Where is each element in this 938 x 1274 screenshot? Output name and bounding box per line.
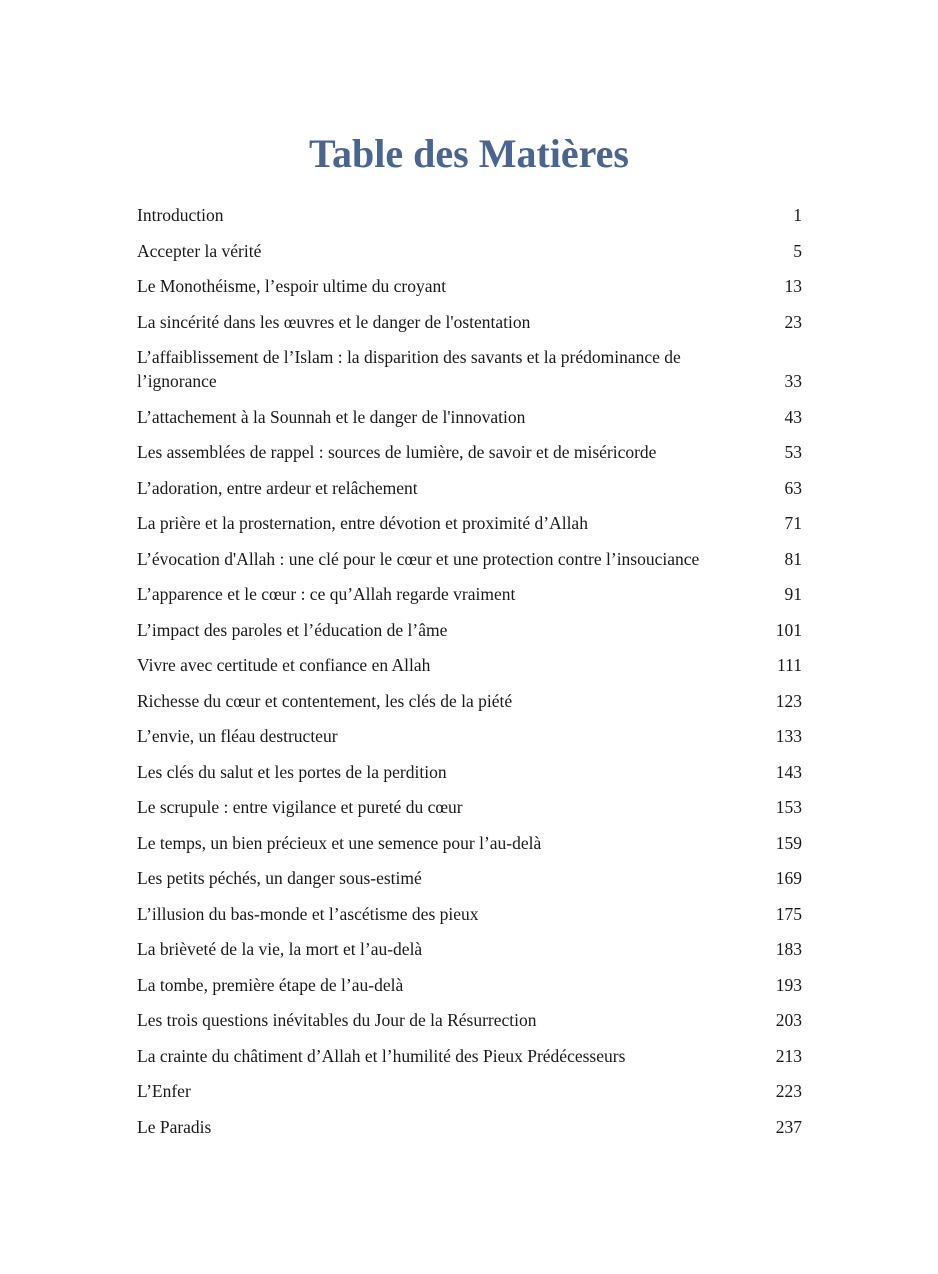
toc-entry-page-number: 5 [793,240,802,261]
toc-entry-title: Le Monothéisme, l’espoir ultime du croyant [137,276,447,296]
toc-entry [137,310,802,334]
toc-entry-title: La tombe, première étape de l’au-delà [137,974,404,995]
toc-entry-page-number: 81 [784,548,802,569]
toc-entry [137,1008,802,1032]
toc-entry [137,203,802,227]
toc-entry-title: Vivre avec certitude et confiance en Allah [137,655,431,675]
toc-entry-title: Le Paradis [137,1116,212,1137]
toc-entry-title: Les clés du salut et les portes de la perdition [137,761,447,782]
toc-entry-title: L’illusion du bas-monde et l’ascétisme des pieux [137,903,479,924]
toc-entry [137,476,802,500]
toc-entry-page-number: 33 [784,371,802,391]
toc-entry [137,1079,802,1103]
toc-entry [137,973,802,997]
toc-entry-title: Richesse du cœur et contentement, les clés de la piété [137,690,513,711]
toc-entry-page-number: 91 [784,584,802,604]
toc-entry-title: L’attachement à la Sounnah et le danger de l'innovation [137,406,526,427]
toc-entry [137,405,802,429]
toc-entry-title: La sincérité dans les œuvres et le danger de l'ostentation [137,311,531,332]
toc-entry-title: Les assemblées de rappel : sources de lumière, de savoir et de miséricorde [137,442,657,462]
toc-entry-title: L’impact des paroles et l’éducation de l’âme [137,619,448,640]
toc-entry-page-number: 183 [775,939,802,959]
toc-entry [137,511,802,535]
toc-entry [137,1115,802,1139]
toc-entry-title: La brièveté de la vie, la mort et l’au-delà [137,939,423,959]
toc-entry-title: L’apparence et le cœur : ce qu’Allah regarde vraiment [137,584,516,604]
toc-entry [137,937,802,961]
toc-entry-title: L’adoration, entre ardeur et relâchement [137,477,418,498]
toc-entry [137,345,802,393]
toc-entry-title: L’Enfer [137,1081,191,1101]
toc-entry-title: Le scrupule : entre vigilance et pureté du cœur [137,797,463,817]
toc-entry-title: L’envie, un fléau destructeur [137,726,338,746]
toc-entry-page-number: 223 [775,1081,802,1101]
toc-entry-page-number: 53 [784,442,802,462]
toc-entry-page-number: 43 [784,406,802,427]
toc-entry-title: La prière et la prosternation, entre dévotion et proximité d’Allah [137,513,588,533]
toc-entry-title: Les trois questions inévitables du Jour de la Résurrection [137,1010,537,1030]
toc-entry-page-number: 1 [793,205,802,225]
toc-entry [137,547,802,571]
table-of-contents [137,203,802,1150]
toc-entry-page-number: 153 [775,797,802,817]
toc-entry [137,582,802,606]
toc-entry [137,653,802,677]
toc-entry-page-number: 169 [775,868,802,888]
toc-entry-title: Les petits péchés, un danger sous-estimé [137,868,422,888]
toc-entry-page-number: 159 [775,832,802,853]
toc-entry-page-number: 63 [784,477,802,498]
toc-entry [137,760,802,784]
toc-entry-title: Introduction [137,205,224,225]
toc-entry-title: La crainte du châtiment d’Allah et l’humilité des Pieux Prédécesseurs [137,1045,626,1066]
toc-entry [137,689,802,713]
toc-entry [137,866,802,890]
toc-entry-page-number: 71 [784,513,802,533]
toc-entry-page-number: 193 [775,974,802,995]
toc-entry-page-number: 101 [775,619,802,640]
toc-entry [137,902,802,926]
toc-entry-page-number: 203 [775,1010,802,1030]
toc-entry-page-number: 237 [775,1116,802,1137]
toc-entry-title: Accepter la vérité [137,240,262,261]
toc-entry-title: L’affaiblissement de l’Islam : la disparition des savants et la prédominance de l’ignorance [137,347,681,391]
toc-entry-page-number: 123 [775,690,802,711]
toc-entry-title: Le temps, un bien précieux et une semence pour l’au-delà [137,832,542,853]
toc-entry [137,618,802,642]
toc-entry-page-number: 111 [777,655,802,675]
toc-entry-page-number: 175 [775,903,802,924]
toc-entry-title: L’évocation d'Allah : une clé pour le cœur et une protection contre l’insouciance [137,548,700,569]
toc-entry-page-number: 213 [775,1045,802,1066]
toc-entry [137,724,802,748]
toc-entry [137,440,802,464]
toc-entry [137,795,802,819]
toc-entry [137,831,802,855]
toc-entry-page-number: 23 [784,311,802,332]
page-title: Table des Matières [309,131,629,176]
toc-entry-page-number: 133 [775,726,802,746]
toc-entry [137,274,802,298]
toc-entry [137,1044,802,1068]
toc-entry-page-number: 143 [775,761,802,782]
toc-entry-page-number: 13 [784,276,802,296]
toc-entry [137,239,802,263]
